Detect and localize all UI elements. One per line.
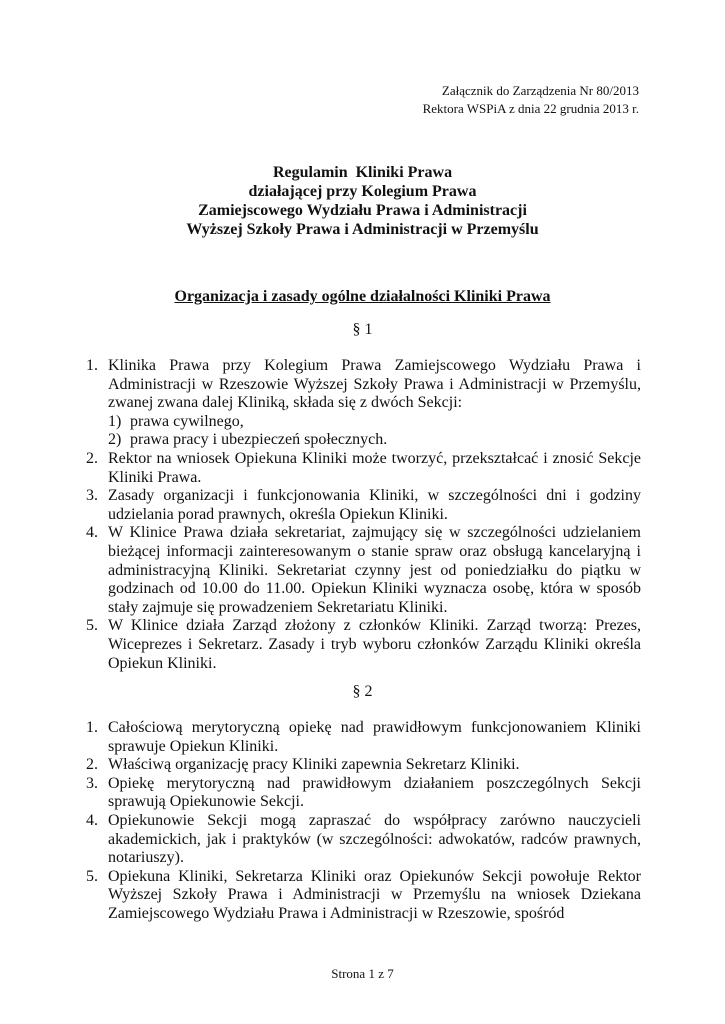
item-text: Klinika Prawa przy Kolegium Prawa Zamiejscowego Wydziału Prawa i Administracji w Rzeszowie Wyższej Szkoły Prawa i Administracji w Przemyślu, zwanej zwana dalej Kliniką, składa się z dwóch Sekcji:	[108, 357, 641, 412]
item-number: 4.	[86, 811, 98, 829]
list-item	[86, 756, 641, 775]
document-title	[0, 163, 725, 239]
item-number: 3.	[86, 487, 98, 505]
item-text: W Klinice działa Zarząd złożony z członków Kliniki. Zarząd tworzą: Prezes, Wiceprezes i Sekretarz. Zasady i tryb wyboru członków Zarządu Kliniki określa Opiekun Kliniki.	[108, 617, 641, 672]
paragraph-mark-1: § 1	[352, 321, 373, 338]
sub-item-number: 1)	[108, 412, 122, 430]
title-line-2: działającej przy Kolegium Prawa	[248, 183, 477, 200]
list-item	[86, 812, 641, 868]
list-item	[86, 719, 641, 756]
item-number: 2.	[86, 449, 98, 467]
item-text: Opiekę merytoryczną nad prawidłowym działaniem poszczególnych Sekcji sprawują Opiekunowie Sekcji.	[108, 774, 641, 811]
sub-item-number: 2)	[108, 431, 122, 449]
list-item	[86, 775, 641, 812]
item-text: Całościową merytoryczną opiekę nad prawidłowym funkcjonowaniem Kliniki sprawuje Opiekun Kliniki.	[108, 719, 641, 755]
annex-note	[423, 82, 639, 118]
list-item	[86, 617, 641, 673]
item-number: 3.	[86, 774, 98, 792]
annex-line-1: Załącznik do Zarządzenia Nr 80/2013	[441, 83, 639, 98]
section-heading: Organizacja i zasady ogólne działalności Kliniki Prawa	[174, 288, 551, 305]
paragraph-mark-2: § 2	[352, 683, 373, 700]
item-number: 2.	[86, 756, 98, 774]
item-text: Zasady organizacji i funkcjonowania Kliniki, w szczególności dni i godziny udzielania porad prawnych, określa Opiekun Kliniki.	[108, 487, 641, 523]
item-number: 4.	[86, 524, 98, 542]
item-number: 1.	[86, 357, 98, 374]
list-item	[86, 487, 641, 524]
item-text: W Klinice Prawa działa sekretariat, zajmujący się w szczególności udzielaniem bieżącej informacji zainteresowanym o stanie spraw oraz obsługą kancelaryjną i administracyjną Kliniki. Sekretariat czynny jest od poniedziałku do piątku w godzinach od 10.00 do 11.00. Opiekun Kliniki wyznacza osobę, która w sposób stały zajmuje się prowadzeniem Sekretariatu Kliniki.	[108, 524, 641, 616]
sub-list	[108, 413, 641, 450]
sub-list-item	[108, 431, 641, 450]
list-item	[86, 357, 641, 450]
paragraph-1-list	[86, 357, 641, 673]
list-item	[86, 524, 641, 617]
item-number: 5.	[86, 617, 98, 635]
title-line-3: Zamiejscowego Wydziału Prawa i Administracji	[198, 202, 527, 219]
annex-line-2: Rektora WSPiA z dnia 22 grudnia 2013 r.	[422, 101, 639, 116]
page-number: Strona 1 z 7	[331, 966, 394, 981]
paragraph-2-list	[86, 719, 641, 924]
list-item	[86, 450, 641, 487]
item-text: Rektor na wniosek Opiekuna Kliniki może tworzyć, przekształcać i znosić Sekcje Kliniki Prawa.	[108, 449, 641, 486]
item-text: Opiekunowie Sekcji mogą zapraszać do współpracy zarówno nauczycieli akademickich, jak i praktyków (w szczególności: adwokatów, radców prawnych, notariuszy).	[108, 811, 641, 867]
title-line-1: Regulamin Kliniki Prawa	[272, 164, 453, 181]
item-number: 5.	[86, 867, 98, 885]
sub-list-item	[108, 413, 641, 432]
title-line-4: Wyższej Szkoły Prawa i Administracji w Przemyślu	[186, 221, 539, 238]
item-text: Właściwą organizację pracy Kliniki zapewnia Sekretarz Kliniki.	[108, 756, 520, 774]
sub-item-text: prawa pracy i ubezpieczeń społecznych.	[130, 431, 388, 449]
item-number: 1.	[86, 719, 98, 736]
item-text: Opiekuna Kliniki, Sekretarza Kliniki oraz Opiekunów Sekcji powołuje Rektor Wyższej Szkoły Prawa i Administracji w Przemyślu na wniosek Dziekana Zamiejscowego Wydziału Prawa i Administracji w Rzeszowie, spośród	[108, 867, 641, 922]
list-item	[86, 868, 641, 924]
sub-item-text: prawa cywilnego,	[130, 412, 244, 430]
